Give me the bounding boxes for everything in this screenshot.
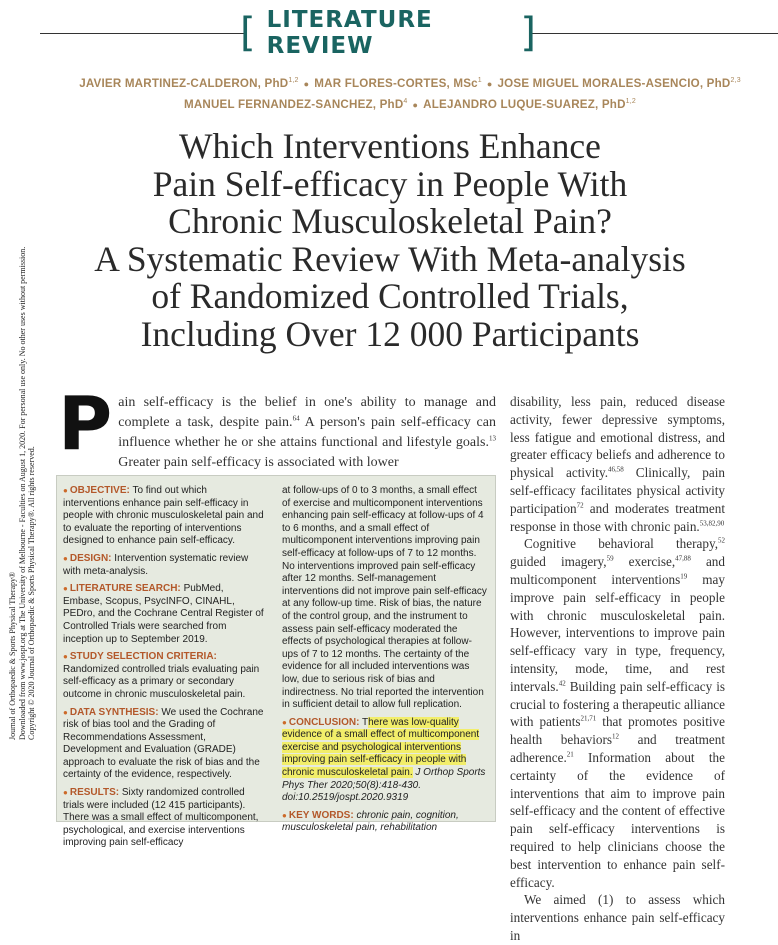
bracket-left-icon: [ bbox=[240, 10, 257, 56]
abstract-design: ● DESIGN: Intervention systematic review with meta-analysis. bbox=[63, 552, 249, 577]
section-title: LITERATURE REVIEW bbox=[266, 7, 433, 59]
author: JAVIER MARTINEZ-CALDERON, PhD$^{1,2}$ bbox=[79, 76, 299, 90]
title-line: Pain Self-efficacy in People With bbox=[152, 163, 628, 204]
author: MAR FLORES-CORTES, MSc$^1$ bbox=[314, 76, 482, 90]
journal-note: Journal of Orthopaedic & Sports Physical Therapy® bbox=[8, 571, 17, 740]
bullet-icon: ● bbox=[412, 99, 419, 110]
author: MANUEL FERNANDEZ-SANCHEZ, PhD$^4$ bbox=[183, 97, 408, 111]
abstract-data-synthesis: ● DATA SYNTHESIS: We used the Cochrane risk of bias tool and the Grading of Recommendations Assessment, Development and Evaluation (GRADE) approach to evaluate the risk of bias and the certainty of the evidence, respectively. bbox=[63, 706, 264, 781]
bullet-icon: ● bbox=[63, 652, 68, 662]
author-list bbox=[60, 72, 760, 114]
body-column-right bbox=[510, 393, 725, 945]
copyright-note: Copyright © 2020 Journal of Orthopaedic & Sports Physical Therapy®. All rights reserved. bbox=[27, 446, 36, 740]
title-line: of Randomized Controlled Trials, bbox=[151, 276, 629, 316]
article-title bbox=[40, 128, 740, 353]
bullet-icon: ● bbox=[282, 717, 287, 727]
bullet-icon: ● bbox=[486, 78, 493, 89]
abstract-keywords: ● KEY WORDS: chronic pain, cognition, musculoskeletal pain, rehabilitation bbox=[282, 809, 459, 834]
bullet-icon: ● bbox=[63, 553, 68, 563]
abstract-conclusion: ● CONCLUSION: There was low-quality evidence of a small effect of multicomponent exercise and psychological interventions improving pain self-efficacy in people with chronic musculoskeletal pain. J Orthop Sports Phys Ther 2020;50(8):418-430. doi:10.2519/jospt.2020.9319 bbox=[282, 716, 486, 804]
header-rule-right bbox=[532, 33, 778, 34]
header-rule-left bbox=[40, 33, 245, 34]
abstract-objective: ● OBJECTIVE: To find out which interventions enhance pain self-efficacy in people with chronic musculoskeletal pain and to evaluate the reporting of interventions designed to enhance pain self-efficacy. bbox=[63, 485, 264, 547]
drop-cap: P bbox=[58, 381, 113, 467]
section-label bbox=[240, 7, 537, 59]
highlighted-text: here was low-quality evidence of a small effect of multicomponent exercise and psychological interventions improving pain self-efficacy in people with chronic musculoskeletal pain. bbox=[282, 716, 480, 779]
bullet-icon: ● bbox=[63, 486, 68, 495]
abstract-literature-search: ● LITERATURE SEARCH: PubMed, Embase, Scopus, PsycINFO, CINAHL, PEDro, and the Cochrane Central Register of Controlled Trials were searched from inception up to September 2019. bbox=[63, 583, 264, 645]
bullet-icon: ● bbox=[303, 78, 310, 89]
author: JOSE MIGUEL MORALES-ASENCIO, PhD$^{2,3}$ bbox=[497, 76, 741, 90]
body-paragraph: Cognitive behavioral therapy,$^{52}$ guided imagery,$^{59}$ exercise,$^{47,88}$ and multicomponent interventions$^{19}$ may improve pain self-efficacy in people with chronic musculoskeletal pain. However, interventions to improve pain self-efficacy vary in type, frequency, intensity, mode, time, and rest intervals.$^{42}$ Building pain self-efficacy is crucial to fostering a therapeutic alliance with patients$^{21,71}$ that promotes positive health behaviors$^{12}$ and treatment adherence.$^{21}$ Information about the certainty of the evidence of interventions that aim to improve pain self-efficacy and the content of effective pain self-efficacy interventions is required to help clinicians choose the best intervention to enhance pain self-efficacy. bbox=[510, 536, 725, 890]
bracket-right-icon: ] bbox=[520, 10, 537, 56]
bullet-icon: ● bbox=[63, 584, 68, 594]
bullet-icon: ● bbox=[282, 810, 287, 820]
abstract-study-selection: ● STUDY SELECTION CRITERIA: Randomized controlled trials evaluating pain self-efficacy as a primary or secondary outcome in chronic musculoskeletal pain. bbox=[63, 651, 260, 700]
title-line: A Systematic Review With Meta-analysis bbox=[94, 238, 686, 279]
abstract-box bbox=[56, 475, 496, 849]
download-note: Downloaded from www.jospt.org at The University of Melbourne - Faculties on August 1, 2020. For personal use only. No other uses without permission. bbox=[17, 246, 27, 740]
bullet-icon: ● bbox=[63, 788, 68, 798]
author: ALEJANDRO LUQUE-SUAREZ, PhD$^{1,2}$ bbox=[423, 97, 636, 111]
abstract-column-right bbox=[282, 485, 488, 840]
abstract-results-continued: at follow-ups of 0 to 3 months, a small effect of exercise and multicomponent interventions enhancing pain self-efficacy at follow-ups of 4 to 6 months, and a small effect of multicomponent interventions improving pain self-efficacy at follow-ups of 7 to 12 months. No interventions improved pain self-efficacy after 12 months. Self-management interventions did not improve pain self-efficacy at any follow-up time. Risk of bias, the nature of the control group, and the instrument to assess pain self-efficacy moderated the effects of psychological therapies at follow-ups of 7 to 12 months. The certainty of the evidence for all included interventions was low, due to serious risk of bias and indirectness. No trial reported the intervention in sufficient detail to allow full replication. bbox=[282, 485, 487, 711]
title-line: Chronic Musculoskeletal Pain? bbox=[168, 201, 612, 241]
citation: J Orthop Sports Phys Ther 2020;50(8):418-430. doi:10.2519/jospt.2020.9319 bbox=[282, 767, 486, 804]
title-line: Which Interventions Enhance bbox=[179, 126, 601, 166]
bullet-icon: ● bbox=[63, 707, 68, 717]
abstract-results: ● RESULTS: Sixty randomized controlled trials were included (12 415 participants). There was a small effect of multicomponent, psychological, and exercise interventions improving pain self-efficacy bbox=[63, 787, 259, 849]
copyright-side-note bbox=[8, 120, 48, 740]
body-paragraph: We aimed (1) to assess which interventions enhance pain self-efficacy in bbox=[510, 892, 725, 943]
body-paragraph: disability, less pain, reduced disease activity, fewer depressive symptoms, less fatigue and emotional distress, and greater efficacy beliefs and adherence to physical activity.$^{46,58}$ Clinically, pain self-efficacy facilitates physical activity participation$^{72}$ and moderates treatment response in those with chronic pain.$^{53,82,90}$ bbox=[510, 394, 726, 534]
abstract-column-left bbox=[63, 485, 265, 855]
intro-paragraph: Pain self-efficacy is the belief in one's ability to manage and complete a task, despite pain.$^{64}$ A person's pain self-efficacy can influence whether he or she attains functional and lifestyle goals.$^{13}$ Greater pain self-efficacy is associated with lower bbox=[58, 381, 496, 470]
title-line: Including Over 12 000 Participants bbox=[140, 313, 640, 354]
